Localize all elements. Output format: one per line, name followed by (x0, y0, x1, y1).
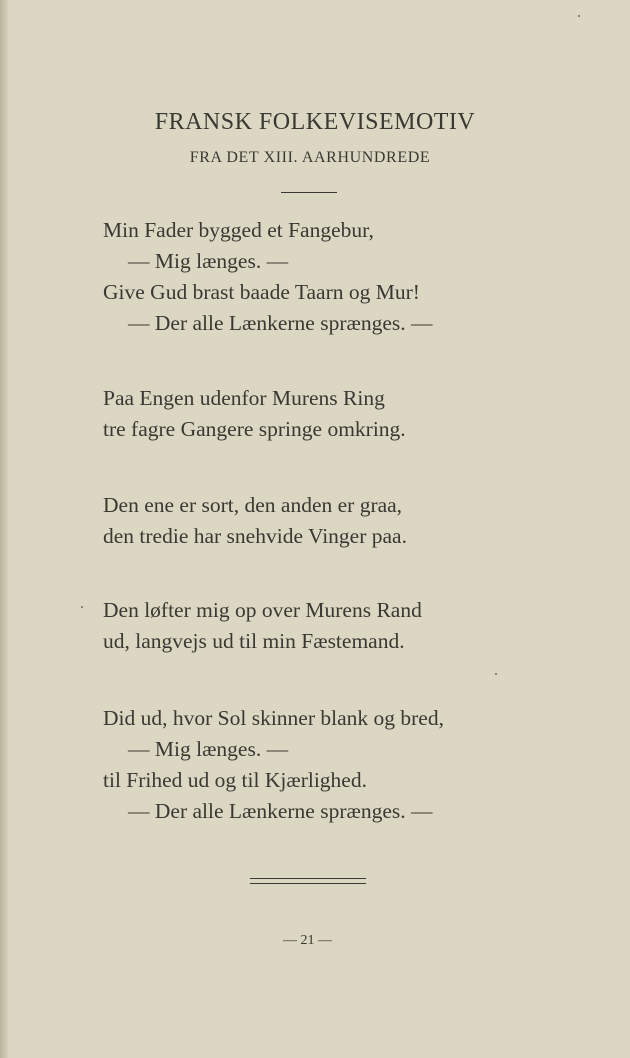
verse-line: Min Fader bygged et Fangebur, (103, 218, 374, 242)
stanza-2 (103, 383, 406, 445)
verse-line: ud, langvejs ud til min Fæstemand. (103, 629, 405, 653)
verse-line: Den ene er sort, den anden er graa, (103, 493, 403, 517)
paper-speck (578, 15, 580, 17)
paper-speck (495, 673, 497, 675)
stanza-3 (103, 490, 407, 552)
refrain-line: — Der alle Lænkerne sprænges. — (128, 799, 433, 823)
stanza-5 (103, 703, 444, 827)
verse-line: Did ud, hvor Sol skinner blank og bred, (103, 706, 444, 730)
end-divider (250, 878, 366, 884)
paper-speck (81, 606, 83, 608)
verse-line: Give Gud brast baade Taarn og Mur! (103, 280, 420, 304)
title-divider (281, 192, 337, 193)
stanza-1 (103, 215, 433, 339)
poem-title: FRANSK FOLKEVISEMOTIV (154, 109, 476, 135)
verse-line: til Frihed ud og til Kjærlighed. (103, 768, 367, 792)
refrain-line: — Der alle Lænkerne sprænges. — (128, 311, 433, 335)
poem-subtitle: FRA DET XIII. AARHUNDREDE (189, 149, 431, 166)
refrain-line: — Mig længes. — (128, 249, 289, 273)
verse-line: den tredie har snehvide Vinger paa. (103, 524, 407, 548)
stanza-4 (103, 595, 422, 657)
verse-line: Paa Engen udenfor Murens Ring (103, 386, 385, 410)
verse-line: Den løfter mig op over Murens Rand (103, 598, 422, 622)
verse-line: tre fagre Gangere springe omkring. (103, 417, 406, 441)
refrain-line: — Mig længes. — (128, 737, 289, 761)
page-number: — 21 — (283, 933, 332, 948)
